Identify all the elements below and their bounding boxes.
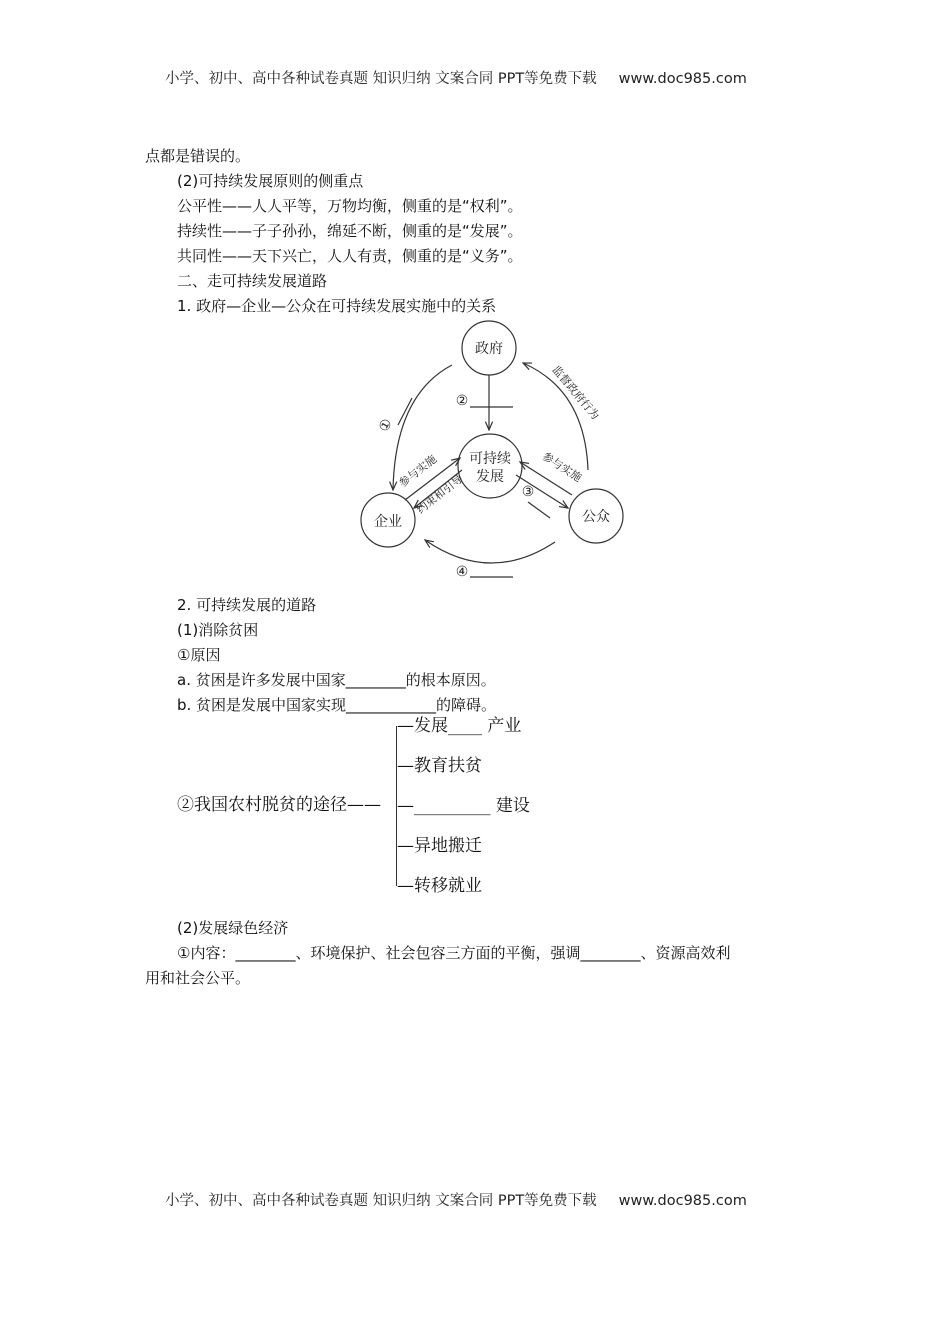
text-line: 公平性——人人平等，万物均衡，侧重的是“权利”。: [177, 197, 523, 215]
header-site: www.doc985.com: [618, 71, 747, 87]
tree-item: —教育扶贫: [397, 756, 482, 776]
label-participate-left: 参与实施: [396, 452, 440, 490]
node-center-2: 发展: [476, 469, 504, 485]
text-line: ①内容：________、环境保护、社会包容三方面的平衡，强调________、资源高效利: [177, 944, 731, 962]
label-4: ④: [455, 564, 469, 580]
node-gov: 政府: [475, 341, 503, 357]
section-heading: (2)可持续发展原则的侧重点: [177, 172, 364, 190]
text-line: b. 贫困是发展中国家实现____________的障碍。: [177, 696, 497, 714]
node-ent: 企业: [374, 514, 402, 530]
page-footer: [165, 1191, 747, 1211]
footer-site: www.doc985.com: [618, 1193, 747, 1209]
label-supervise: 监督政府行为: [549, 363, 602, 423]
section-heading: (2)发展绿色经济: [177, 919, 289, 937]
text-line: 持续性——子子孙孙，绵延不断，侧重的是“发展”。: [177, 222, 523, 240]
tree-root: ②我国农村脱贫的途径——: [177, 795, 381, 815]
section-heading: 二、走可持续发展道路: [177, 272, 328, 290]
label-constrain: 约束和引导: [414, 472, 466, 517]
text-line: ①原因: [177, 646, 221, 664]
tree-item: —发展____ 产业: [397, 716, 522, 736]
footer-text: 小学、初中、高中各种试卷真题 知识归纳 文案合同 PPT等免费下载: [165, 1193, 597, 1209]
relationship-diagram: [0, 0, 950, 600]
header-text: 小学、初中、高中各种试卷真题 知识归纳 文案合同 PPT等免费下载: [165, 71, 597, 87]
tree-item: —_________ 建设: [397, 796, 530, 816]
node-pub: 公众: [582, 509, 610, 525]
tree-item: —异地搬迁: [397, 836, 482, 856]
text-line: 共同性——天下兴亡，人人有责，侧重的是“义务”。: [177, 247, 523, 265]
text-line: 用和社会公平。: [145, 969, 251, 987]
label-2: ②: [455, 393, 469, 409]
section-heading: (1)消除贫困: [177, 621, 259, 639]
node-center-1: 可持续: [469, 451, 511, 467]
label-3: ③: [521, 484, 535, 500]
text-line: a. 贫困是许多发展中国家________的根本原因。: [177, 671, 496, 689]
label-1: ①: [375, 416, 396, 435]
section-heading: 1. 政府—企业—公众在可持续发展实施中的关系: [177, 297, 497, 315]
text-line: 点都是错误的。: [145, 147, 251, 165]
section-heading: 2. 可持续发展的道路: [177, 596, 317, 614]
tree-item: —转移就业: [397, 876, 482, 896]
label-participate-right: 参与实施: [539, 449, 584, 485]
